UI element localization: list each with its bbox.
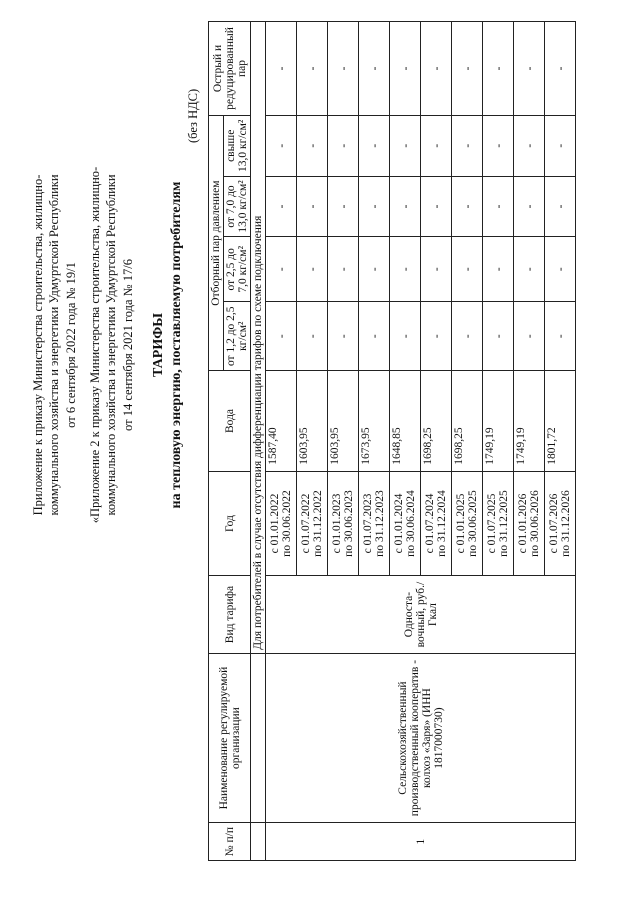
appendix-current-note	[30, 85, 79, 605]
steam-s2-value: -	[359, 237, 390, 302]
water-tariff: 1698,25	[421, 371, 452, 471]
section-num-cell	[251, 823, 266, 861]
water-tariff: 1603,95	[328, 371, 359, 471]
appendix-line: коммунального хозяйства и энергетики Удмуртской Республики	[47, 174, 62, 516]
steam-s4-value: -	[359, 115, 390, 176]
col-num: № п/п	[209, 823, 251, 861]
steam-s3-value: -	[297, 176, 328, 237]
steam-sharp-value: -	[328, 22, 359, 116]
steam-sharp-value: -	[421, 22, 452, 116]
col-steam-1: от 1,2 до 2,5 кг/см²	[224, 302, 251, 371]
steam-s3-value: -	[359, 176, 390, 237]
period-from: с 01.01.2026	[516, 493, 529, 554]
vat-note: (без НДС)	[186, 88, 200, 143]
tariff-rows	[266, 22, 576, 861]
steam-s3-value: -	[545, 176, 576, 237]
steam-s3-value: -	[266, 176, 297, 237]
steam-s3-value: -	[390, 176, 421, 237]
steam-s2-value: -	[421, 237, 452, 302]
steam-s1-value: -	[545, 302, 576, 371]
appendix-line: коммунального хозяйства и энергетики Удмуртской Республики	[104, 174, 119, 516]
steam-s3-value: -	[514, 176, 545, 237]
period-cell	[514, 471, 545, 576]
appendix-line: от 14 сентября 2021 года № 17/6	[120, 259, 135, 431]
appendix-previous-note	[87, 85, 136, 605]
period-cell	[328, 471, 359, 576]
title: ТАРИФЫ	[151, 313, 166, 377]
steam-sharp-value: -	[359, 22, 390, 116]
steam-s2-value: -	[390, 237, 421, 302]
steam-s1-value: -	[328, 302, 359, 371]
period-cell	[421, 471, 452, 576]
section-row	[251, 22, 266, 861]
steam-s1-value: -	[514, 302, 545, 371]
steam-s1-value: -	[390, 302, 421, 371]
col-year: Год	[209, 471, 251, 576]
col-organization: Наименование регулируемой организации	[209, 653, 251, 823]
steam-s2-value: -	[545, 237, 576, 302]
col-steam-4: свыше 13,0 кг/см²	[224, 115, 251, 176]
period-to: по 31.12.2022	[312, 490, 324, 557]
period-cell	[297, 471, 328, 576]
period-to: по 30.06.2025	[467, 490, 479, 557]
period-to: по 31.12.2026	[560, 490, 572, 557]
period-from: с 01.07.2022	[299, 493, 312, 554]
period-to: по 30.06.2024	[405, 490, 417, 557]
steam-s4-value: -	[452, 115, 483, 176]
period-cell	[545, 471, 576, 576]
steam-sharp-value: -	[390, 22, 421, 116]
water-tariff: 1673,95	[359, 371, 390, 471]
document-title	[150, 85, 185, 605]
col-steam-2: от 2,5 до 7,0 кг/см²	[224, 237, 251, 302]
period-to: по 31.12.2023	[374, 490, 386, 557]
subtitle: на тепловую энергию, поставляемую потребителям	[168, 181, 184, 509]
steam-s2-value: -	[483, 237, 514, 302]
appendix-line: Приложение к приказу Министерства строительства, жилищно-	[31, 174, 45, 516]
water-tariff: 1698,25	[452, 371, 483, 471]
steam-sharp-value: -	[483, 22, 514, 116]
steam-sharp-value: -	[297, 22, 328, 116]
steam-s1-value: -	[421, 302, 452, 371]
steam-s2-value: -	[514, 237, 545, 302]
steam-s3-value: -	[421, 176, 452, 237]
organization-name: Сельскохозяйственный производственный кооператив - колхоз «Заря» (ИНН 1817000730)	[266, 653, 576, 823]
row-number: 1	[266, 823, 576, 861]
period-to: по 30.06.2022	[281, 490, 293, 557]
steam-s4-value: -	[545, 115, 576, 176]
tariff-type: Односта-вочный, руб./Гкал	[266, 576, 576, 653]
tariff-table	[208, 21, 576, 861]
period-cell	[452, 471, 483, 576]
steam-s2-value: -	[266, 237, 297, 302]
table-row	[266, 22, 297, 861]
header-row	[209, 22, 224, 861]
steam-s4-value: -	[266, 115, 297, 176]
col-steam-3: от 7,0 до 13,0 кг/см²	[224, 176, 251, 237]
appendix-line: «Приложение 2 к приказу Министерства строительства, жилищно-	[88, 166, 102, 524]
water-tariff: 1603,95	[297, 371, 328, 471]
steam-s2-value: -	[452, 237, 483, 302]
period-from: с 01.01.2023	[330, 493, 343, 554]
steam-s4-value: -	[328, 115, 359, 176]
water-tariff: 1648,85	[390, 371, 421, 471]
period-from: с 01.01.2025	[454, 493, 467, 554]
period-to: по 30.06.2026	[529, 490, 541, 557]
period-cell	[266, 471, 297, 576]
steam-s1-value: -	[297, 302, 328, 371]
period-to: по 30.06.2023	[343, 490, 355, 557]
appendix-line: от 6 сентября 2022 года № 19/1	[63, 262, 78, 428]
steam-s3-value: -	[483, 176, 514, 237]
col-steam-group: Отборный пар давлением	[209, 115, 224, 370]
steam-s4-value: -	[514, 115, 545, 176]
steam-sharp-value: -	[514, 22, 545, 116]
period-from: с 01.07.2025	[485, 493, 498, 554]
col-water: Вода	[209, 371, 251, 471]
steam-s4-value: -	[390, 115, 421, 176]
steam-s3-value: -	[328, 176, 359, 237]
period-to: по 31.12.2025	[498, 490, 510, 557]
period-from: с 01.07.2026	[547, 493, 560, 554]
period-cell	[390, 471, 421, 576]
water-tariff: 1749,19	[514, 371, 545, 471]
steam-s2-value: -	[297, 237, 328, 302]
water-tariff: 1587,40	[266, 371, 297, 471]
steam-sharp-value: -	[545, 22, 576, 116]
section-org-cell	[251, 653, 266, 823]
steam-sharp-value: -	[266, 22, 297, 116]
steam-s4-value: -	[297, 115, 328, 176]
steam-s3-value: -	[452, 176, 483, 237]
steam-s1-value: -	[266, 302, 297, 371]
period-from: с 01.07.2023	[361, 493, 374, 554]
col-sharp-steam: Острый и редуцированный пар	[209, 22, 251, 116]
period-to: по 31.12.2024	[436, 490, 448, 557]
period-cell	[359, 471, 390, 576]
steam-s1-value: -	[483, 302, 514, 371]
steam-s1-value: -	[452, 302, 483, 371]
water-tariff: 1801,72	[545, 371, 576, 471]
water-tariff: 1749,19	[483, 371, 514, 471]
period-cell	[483, 471, 514, 576]
steam-s4-value: -	[483, 115, 514, 176]
steam-sharp-value: -	[452, 22, 483, 116]
col-tariff-type: Вид тарифа	[209, 576, 251, 653]
period-from: с 01.01.2022	[268, 493, 281, 554]
steam-s2-value: -	[328, 237, 359, 302]
steam-s1-value: -	[359, 302, 390, 371]
period-from: с 01.07.2024	[423, 493, 436, 554]
steam-s4-value: -	[421, 115, 452, 176]
section-label: Для потребителей в случае отсутствия дифференциации тарифов по схеме подключения	[251, 22, 266, 654]
period-from: с 01.01.2024	[392, 493, 405, 554]
